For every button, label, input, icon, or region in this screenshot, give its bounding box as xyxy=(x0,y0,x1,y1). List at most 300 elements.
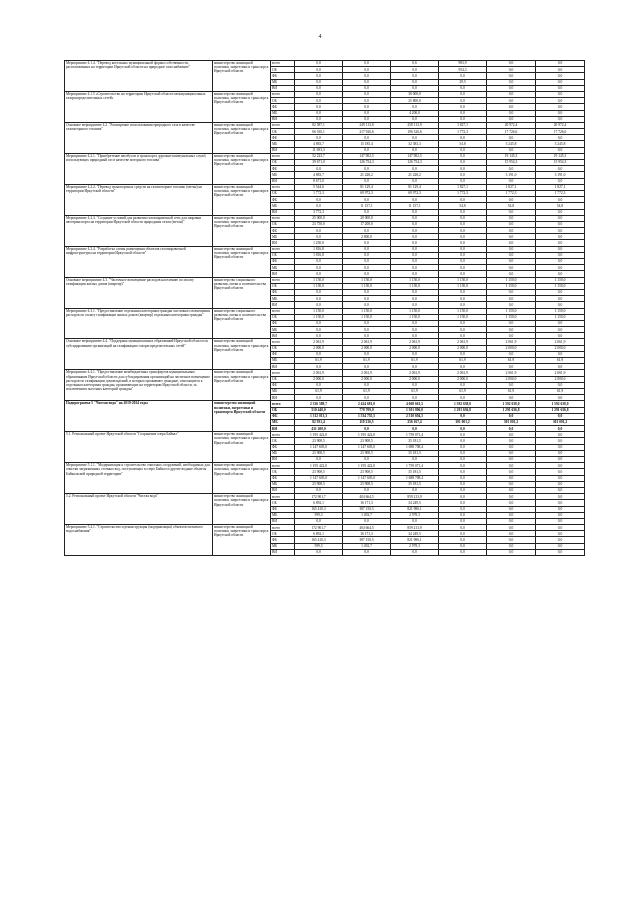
amount-cell: 1 688 708,4 xyxy=(391,444,439,450)
amount-cell: 1 150,0 xyxy=(343,277,391,283)
amount-cell: 0,0 xyxy=(439,228,487,234)
amount-cell: 0,0 xyxy=(536,178,585,184)
amount-cell: 61,9 xyxy=(391,358,439,364)
amount-cell: 0,0 xyxy=(439,463,487,469)
amount-cell: 0,0 xyxy=(439,73,487,79)
amount-cell: 0,0 xyxy=(343,61,391,67)
amount-cell: 0,0 xyxy=(343,426,391,432)
amount-cell: 0,0 xyxy=(536,426,585,432)
amount-cell: 81 129,4 xyxy=(391,184,439,190)
amount-cell: 0,0 xyxy=(536,382,585,388)
amount-cell: 0,0 xyxy=(439,110,487,116)
amount-cell: 0,0 xyxy=(439,457,487,463)
amount-cell: 82 931,4 xyxy=(295,419,343,425)
amount-cell: 0,0 xyxy=(487,320,536,326)
amount-cell: 1 195 422,0 xyxy=(343,432,391,438)
funding-source: ВИ xyxy=(271,487,295,493)
amount-cell: 0,0 xyxy=(439,252,487,258)
amount-cell: 0,0 xyxy=(391,426,439,432)
amount-cell: 0,0 xyxy=(439,302,487,308)
funding-source: ВИ xyxy=(271,271,295,277)
amount-cell: 17 726,6 xyxy=(536,129,585,135)
amount-cell: 0,0 xyxy=(343,147,391,153)
amount-cell: 0,0 xyxy=(391,302,439,308)
amount-cell: 1 250,0 xyxy=(295,240,343,246)
amount-cell: 0,0 xyxy=(487,246,536,252)
amount-cell: 61,9 xyxy=(343,358,391,364)
amount-cell: 2 000,0 xyxy=(536,345,585,351)
amount-cell: 54,8 xyxy=(487,203,536,209)
amount-cell: 0,0 xyxy=(536,85,585,91)
amount-cell: 0,0 xyxy=(343,73,391,79)
amount-cell: 0,0 xyxy=(439,172,487,178)
amount-cell: 0,0 xyxy=(295,166,343,172)
amount-cell: 1 150,0 xyxy=(439,277,487,283)
amount-cell: 172 901,7 xyxy=(295,494,343,500)
amount-cell: 54,8 xyxy=(439,203,487,209)
funding-source: ОБ xyxy=(271,314,295,320)
amount-cell: 0,0 xyxy=(295,289,343,295)
responsible-executor: министерство жилищной политики, энергетики и транспорта Иркутской области xyxy=(213,401,271,432)
amount-cell: 0,0 xyxy=(487,543,536,549)
funding-source: ФБ xyxy=(271,413,295,419)
funding-source: ФБ xyxy=(271,475,295,481)
amount-cell: 25 800,0 xyxy=(391,98,439,104)
amount-cell: 0,0 xyxy=(391,351,439,357)
amount-cell: 0,0 xyxy=(536,395,585,401)
amount-cell: 0,0 xyxy=(439,382,487,388)
funding-source: всего xyxy=(271,246,295,252)
amount-cell: 0,0 xyxy=(487,469,536,475)
amount-cell: 0,0 xyxy=(343,135,391,141)
funding-source: ФБ xyxy=(271,259,295,265)
amount-cell: 0,0 xyxy=(391,85,439,91)
amount-cell: 0,0 xyxy=(487,259,536,265)
amount-cell: 0,0 xyxy=(439,494,487,500)
amount-cell: 0,0 xyxy=(439,91,487,97)
amount-cell: 1 150,0 xyxy=(343,314,391,320)
amount-cell: 0,0 xyxy=(343,104,391,110)
amount-cell: 0,0 xyxy=(536,525,585,531)
amount-cell: 0,0 xyxy=(439,240,487,246)
amount-cell: 0,0 xyxy=(439,271,487,277)
amount-cell: 1 150,0 xyxy=(536,314,585,320)
amount-cell: 0,0 xyxy=(487,506,536,512)
amount-cell: 0,0 xyxy=(295,327,343,333)
amount-cell: 0,0 xyxy=(439,166,487,172)
amount-cell: 1 816,8 xyxy=(295,252,343,258)
amount-cell: 0,0 xyxy=(487,110,536,116)
responsible-executor: министерство жилищной политики, энергетики и транспорта Иркутской области xyxy=(213,432,271,463)
amount-cell: 0,0 xyxy=(439,234,487,240)
amount-cell: 0,0 xyxy=(439,543,487,549)
activity-name: Мероприятие 4.2.3. "Создание условий для развития газозаправочной сети для заправки автотранспорта на территории Иркутской области природным газом (метан)" xyxy=(65,215,213,246)
amount-cell: 23 908,5 xyxy=(295,481,343,487)
amount-cell: 0,0 xyxy=(295,104,343,110)
amount-cell: 0,0 xyxy=(487,426,536,432)
amount-cell: 0,0 xyxy=(439,444,487,450)
funding-source: МБ xyxy=(271,141,295,147)
amount-cell: 23 908,5 xyxy=(343,450,391,456)
amount-cell: 0,0 xyxy=(391,457,439,463)
responsible-executor: министерство жилищной политики, энергетики и транспорта Иркутской области xyxy=(213,91,271,122)
amount-cell: 0,0 xyxy=(439,351,487,357)
amount-cell: 301 001,2 xyxy=(439,419,487,425)
amount-cell: 0,0 xyxy=(536,450,585,456)
amount-cell: 0,0 xyxy=(536,463,585,469)
activity-name: Мероприятие 4.2.4. "Разработка схемы размещения объектов газозаправочной инфраструктуры на территории Иркутской области" xyxy=(65,246,213,277)
amount-cell: 0,0 xyxy=(439,85,487,91)
amount-cell: 0,0 xyxy=(439,147,487,153)
responsible-executor: министерство жилищной политики, энергетики и транспорта Иркутской области xyxy=(213,215,271,246)
amount-cell: 1 772,3 xyxy=(536,190,585,196)
amount-cell: 2 000,0 xyxy=(487,345,536,351)
amount-cell: 0,0 xyxy=(536,221,585,227)
amount-cell: 0,0 xyxy=(487,413,536,419)
budget-table xyxy=(64,60,585,556)
amount-cell: 0,0 xyxy=(343,395,391,401)
amount-cell: 0,0 xyxy=(536,487,585,493)
amount-cell: 21 228,2 xyxy=(343,172,391,178)
amount-cell: 0,0 xyxy=(439,500,487,506)
amount-cell: 249 113,8 xyxy=(343,122,391,128)
funding-source: МБ xyxy=(271,110,295,116)
amount-cell: 34 249,5 xyxy=(391,500,439,506)
amount-cell: 0,0 xyxy=(391,67,439,73)
amount-cell: 954,3 xyxy=(439,67,487,73)
amount-cell: 147 982,5 xyxy=(391,153,439,159)
amount-cell: 0,0 xyxy=(295,395,343,401)
amount-cell: 0,0 xyxy=(536,506,585,512)
amount-cell: 0,0 xyxy=(487,296,536,302)
amount-cell: 0,0 xyxy=(536,265,585,271)
amount-cell: 0,0 xyxy=(536,252,585,258)
amount-cell: 0,0 xyxy=(439,475,487,481)
funding-source: МБ xyxy=(271,419,295,425)
amount-cell: 2 061,9 xyxy=(487,339,536,345)
amount-cell: 821 986,1 xyxy=(391,537,439,543)
amount-cell: 196 326,6 xyxy=(391,129,439,135)
amount-cell: 2 061,9 xyxy=(295,339,343,345)
amount-cell: 1 195 422,0 xyxy=(295,432,343,438)
amount-cell: 0,0 xyxy=(487,382,536,388)
amount-cell: 0,0 xyxy=(439,450,487,456)
amount-cell: 35 181,5 xyxy=(391,481,439,487)
amount-cell: 0,0 xyxy=(487,333,536,339)
amount-cell: 0,0 xyxy=(439,531,487,537)
amount-cell: 61,9 xyxy=(391,388,439,394)
funding-source: МБ xyxy=(271,543,295,549)
amount-cell: 0,0 xyxy=(439,320,487,326)
funding-source: ВИ xyxy=(271,333,295,339)
amount-cell: 0,0 xyxy=(487,234,536,240)
amount-cell: 0,0 xyxy=(536,197,585,203)
amount-cell: 0,0 xyxy=(536,73,585,79)
amount-cell: 3 191,0 xyxy=(487,172,536,178)
amount-cell: 0,0 xyxy=(343,67,391,73)
amount-cell: 599,3 xyxy=(295,543,343,549)
amount-cell: 0,0 xyxy=(391,79,439,85)
amount-cell: 0,0 xyxy=(487,178,536,184)
amount-cell: 404 664,5 xyxy=(343,525,391,531)
amount-cell: 0,0 xyxy=(391,265,439,271)
amount-cell: 2 510 694,5 xyxy=(391,413,439,419)
funding-source: МБ xyxy=(271,296,295,302)
amount-cell: 35 181,5 xyxy=(391,438,439,444)
amount-cell: 16 171,3 xyxy=(343,500,391,506)
responsible-executor: министерство жилищной политики, энергетики и транспорта Иркутской области xyxy=(213,370,271,401)
amount-cell: 0,0 xyxy=(295,110,343,116)
amount-cell: 0,0 xyxy=(487,444,536,450)
amount-cell: 2 061,9 xyxy=(391,370,439,376)
amount-cell: 2 061,9 xyxy=(439,370,487,376)
amount-cell: 23 908,5 xyxy=(343,469,391,475)
funding-source: ОБ xyxy=(271,407,295,413)
amount-cell: 0,0 xyxy=(536,432,585,438)
funding-source: всего xyxy=(271,370,295,376)
activity-name: 5.1. Региональный проект Иркутской области "Сохранение озера Байкал" xyxy=(65,432,213,463)
amount-cell: 0,0 xyxy=(295,302,343,308)
amount-cell: 1 150,0 xyxy=(391,308,439,314)
funding-source: ОБ xyxy=(271,221,295,227)
funding-source: ОБ xyxy=(271,469,295,475)
responsible-executor: министерство социального развития, опеки и попечительства Иркутской области xyxy=(213,308,271,339)
amount-cell: 0,0 xyxy=(391,197,439,203)
amount-cell: 81 129,4 xyxy=(343,184,391,190)
amount-cell: 61,9 xyxy=(343,388,391,394)
amount-cell: 1 592 638,0 xyxy=(439,401,487,407)
amount-cell: 0,0 xyxy=(487,166,536,172)
amount-cell: 0,0 xyxy=(343,79,391,85)
amount-cell: 0,0 xyxy=(391,364,439,370)
amount-cell: 0,0 xyxy=(391,221,439,227)
amount-cell: 4 200,0 xyxy=(391,110,439,116)
amount-cell: 0,0 xyxy=(536,98,585,104)
funding-source: ВИ xyxy=(271,518,295,524)
amount-cell: 0,0 xyxy=(487,228,536,234)
amount-cell: 1 150,0 xyxy=(439,308,487,314)
amount-cell: 0,0 xyxy=(536,531,585,537)
amount-cell: 0,0 xyxy=(536,302,585,308)
amount-cell: 859 213,9 xyxy=(391,494,439,500)
funding-source: всего xyxy=(271,215,295,221)
amount-cell: 0,0 xyxy=(439,481,487,487)
amount-cell: 2 061,9 xyxy=(343,339,391,345)
amount-cell: 1 688 708,4 xyxy=(391,475,439,481)
funding-source: ФБ xyxy=(271,320,295,326)
amount-cell: 0,0 xyxy=(343,98,391,104)
amount-cell: 0,0 xyxy=(439,135,487,141)
amount-cell: 0,0 xyxy=(439,289,487,295)
activity-name: Мероприятие 4.2.1. "Приобретение автобусов и транспорта дорожно-коммунальных служб, использующих природный газ в качестве моторного топлива" xyxy=(65,153,213,184)
funding-source: МБ xyxy=(271,481,295,487)
activity-name: Основное мероприятие 4.3. "Частичное возмещение расходов населению по оплату газификации жилых домов (квартир)" xyxy=(65,277,213,308)
funding-source: ОБ xyxy=(271,500,295,506)
amount-cell: 0,0 xyxy=(343,327,391,333)
amount-cell: 0,0 xyxy=(487,537,536,543)
amount-cell: 0,0 xyxy=(536,116,585,122)
amount-cell: 1 150,0 xyxy=(295,308,343,314)
funding-source: ВИ xyxy=(271,147,295,153)
amount-cell: 1 147 605,0 xyxy=(343,444,391,450)
amount-cell: 2 978,3 xyxy=(391,543,439,549)
funding-source: ОБ xyxy=(271,531,295,537)
amount-cell: 61,9 xyxy=(295,388,343,394)
amount-cell: 1 827,1 xyxy=(439,184,487,190)
amount-cell: 0,0 xyxy=(536,166,585,172)
amount-cell: 0,0 xyxy=(343,549,391,555)
amount-cell: 2 061,9 xyxy=(391,339,439,345)
amount-cell: 20 972,4 xyxy=(487,122,536,128)
amount-cell: 0,0 xyxy=(295,351,343,357)
amount-cell: 0,0 xyxy=(439,104,487,110)
amount-cell: 126 754,3 xyxy=(343,160,391,166)
amount-cell: 0,0 xyxy=(439,178,487,184)
responsible-executor: министерство жилищной политики, энергетики и транспорта Иркутской области xyxy=(213,339,271,370)
funding-source: МБ xyxy=(271,234,295,240)
amount-cell: 0,0 xyxy=(439,221,487,227)
amount-cell: 387 150,5 xyxy=(343,537,391,543)
amount-cell: 0,0 xyxy=(536,296,585,302)
amount-cell: 1 492,7 xyxy=(343,512,391,518)
amount-cell: 5 544,6 xyxy=(295,184,343,190)
amount-cell: 2 061,9 xyxy=(295,370,343,376)
amount-cell: 0,0 xyxy=(391,104,439,110)
amount-cell: 0,0 xyxy=(487,67,536,73)
amount-cell: 0,0 xyxy=(343,351,391,357)
amount-cell: 0,0 xyxy=(343,228,391,234)
amount-cell: 0,0 xyxy=(536,271,585,277)
amount-cell: 0,0 xyxy=(391,271,439,277)
amount-cell: 2 000,0 xyxy=(295,376,343,382)
amount-cell: 0,0 xyxy=(439,333,487,339)
amount-cell: 1 147 605,0 xyxy=(343,475,391,481)
amount-cell: 0,0 xyxy=(487,518,536,524)
amount-cell: 126 754,3 xyxy=(391,160,439,166)
amount-cell: 11 157,1 xyxy=(343,203,391,209)
amount-cell: 0,0 xyxy=(391,382,439,388)
amount-cell: 1 150,0 xyxy=(295,314,343,320)
amount-cell: 0,0 xyxy=(295,271,343,277)
amount-cell: 23 908,5 xyxy=(295,450,343,456)
amount-cell: 0,0 xyxy=(343,166,391,172)
funding-source: всего xyxy=(271,494,295,500)
amount-cell: 1 827,1 xyxy=(536,184,585,190)
amount-cell: 0,0 xyxy=(536,512,585,518)
funding-source: ФБ xyxy=(271,506,295,512)
amount-cell: 2 978,3 xyxy=(391,512,439,518)
amount-cell: 2 061,9 xyxy=(536,370,585,376)
amount-cell: 0,0 xyxy=(439,469,487,475)
amount-cell: 0,0 xyxy=(439,259,487,265)
amount-cell: 0,0 xyxy=(487,494,536,500)
amount-cell: 0,0 xyxy=(343,110,391,116)
amount-cell: 11 693,3 xyxy=(295,147,343,153)
amount-cell: 0,0 xyxy=(487,135,536,141)
amount-cell: 1 772,3 xyxy=(295,190,343,196)
amount-cell: 19 145,3 xyxy=(536,153,585,159)
amount-cell: 0,0 xyxy=(391,215,439,221)
amount-cell: 0,0 xyxy=(343,271,391,277)
amount-cell: 0,0 xyxy=(536,518,585,524)
amount-cell: 0,0 xyxy=(439,549,487,555)
amount-cell: 0,0 xyxy=(343,91,391,97)
amount-cell: 0,0 xyxy=(391,395,439,401)
amount-cell: 0,0 xyxy=(343,457,391,463)
funding-source: ОБ xyxy=(271,252,295,258)
funding-source: МБ xyxy=(271,327,295,333)
amount-cell: 61,9 xyxy=(487,388,536,394)
responsible-executor: министерство жилищной политики, энергетики и транспорта Иркутской области xyxy=(213,153,271,184)
amount-cell: 0,0 xyxy=(487,512,536,518)
amount-cell: 0,0 xyxy=(391,289,439,295)
amount-cell: 82 587,1 xyxy=(295,122,343,128)
amount-cell: 0,0 xyxy=(536,364,585,370)
funding-source: ВИ xyxy=(271,209,295,215)
amount-cell: 6 892,1 xyxy=(295,500,343,506)
amount-cell: 1 150,0 xyxy=(295,283,343,289)
funding-source: ОБ xyxy=(271,160,295,166)
amount-cell: 2 061,9 xyxy=(343,370,391,376)
amount-cell: 1 150,0 xyxy=(487,314,536,320)
amount-cell: 2 336 588,7 xyxy=(295,401,343,407)
amount-cell: 0,0 xyxy=(391,333,439,339)
amount-cell: 258 113,9 xyxy=(391,122,439,128)
amount-cell: 0,0 xyxy=(439,327,487,333)
amount-cell: 1 759 071,4 xyxy=(391,432,439,438)
funding-source: МБ xyxy=(271,265,295,271)
activity-name: Основное мероприятие 4.2. "Расширение использования природного газа в качестве газомоторного топлива" xyxy=(65,122,213,153)
amount-cell: 0,0 xyxy=(487,549,536,555)
amount-cell: 0,0 xyxy=(343,289,391,295)
amount-cell: 69 972,3 xyxy=(343,190,391,196)
amount-cell: 23 750,0 xyxy=(295,221,343,227)
amount-cell: 1 291 636,8 xyxy=(487,407,536,413)
amount-cell: 39 671,0 xyxy=(295,160,343,166)
amount-cell: 0,0 xyxy=(295,203,343,209)
amount-cell: 0,0 xyxy=(439,506,487,512)
amount-cell: 0,0 xyxy=(536,246,585,252)
amount-cell: 15 185,4 xyxy=(343,141,391,147)
amount-cell: 0,0 xyxy=(487,327,536,333)
amount-cell: 19 145,3 xyxy=(487,153,536,159)
responsible-executor: министерство жилищной политики, энергетики и транспорта Иркутской области xyxy=(213,525,271,556)
amount-cell: 4 883,7 xyxy=(295,172,343,178)
amount-cell: 17 200,0 xyxy=(343,221,391,227)
amount-cell: 0,0 xyxy=(536,500,585,506)
funding-source: ВИ xyxy=(271,240,295,246)
amount-cell: 0,0 xyxy=(536,438,585,444)
amount-cell: 0,0 xyxy=(391,320,439,326)
funding-source: ВИ xyxy=(271,302,295,308)
funding-source: всего xyxy=(271,401,295,407)
amount-cell: 0,0 xyxy=(487,91,536,97)
amount-cell: 0,0 xyxy=(536,209,585,215)
amount-cell: 4 883,7 xyxy=(295,141,343,147)
funding-source: ФБ xyxy=(271,73,295,79)
funding-source: ФБ xyxy=(271,444,295,450)
funding-source: ОБ xyxy=(271,345,295,351)
amount-cell: 0,0 xyxy=(343,364,391,370)
funding-source: МБ xyxy=(271,450,295,456)
amount-cell: 0,0 xyxy=(439,98,487,104)
amount-cell: 66 010,1 xyxy=(295,129,343,135)
amount-cell: 61,9 xyxy=(487,358,536,364)
amount-cell: 0,0 xyxy=(343,320,391,326)
amount-cell: 0,0 xyxy=(295,382,343,388)
amount-cell: 3 191,0 xyxy=(536,172,585,178)
amount-cell: 1 772,3 xyxy=(487,190,536,196)
